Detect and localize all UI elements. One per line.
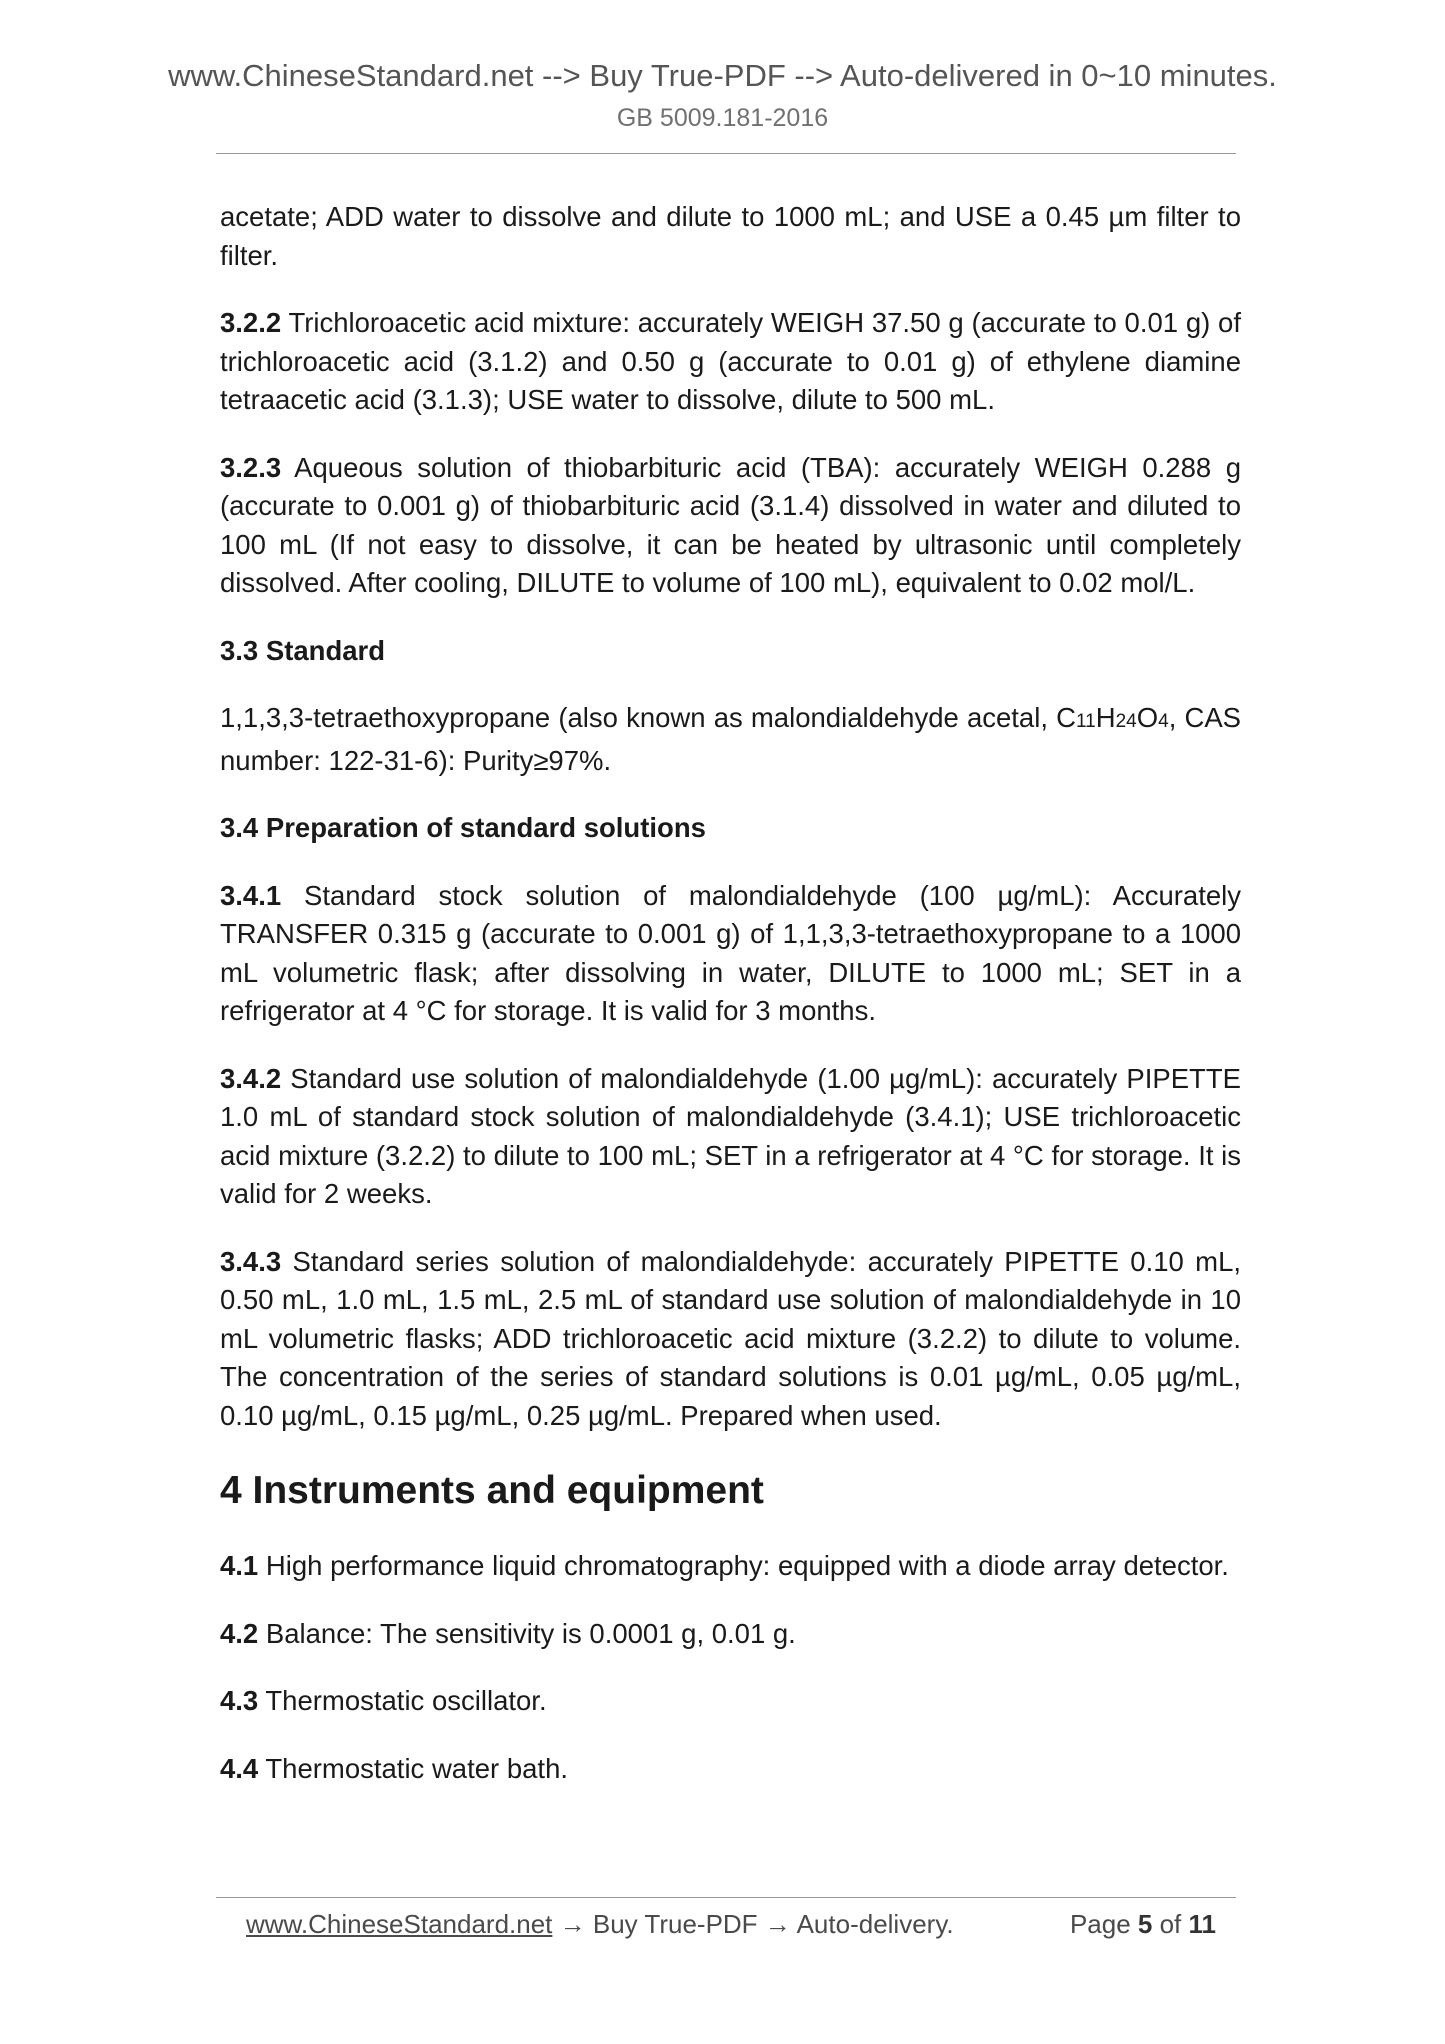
section-text: High performance liquid chromatography: equipped with a diode array detector. bbox=[258, 1550, 1229, 1581]
section-text: Standard use solution of malondialdehyde (1.00 µg/mL): accurately PIPETTE 1.0 mL of standard stock solution of malondialdehyde (3.4.1); USE trichloroacetic acid mixture (3.2.2) to dilute to 100 mL; SET in a refrigerator at 4 °C for storage. It is valid for 2 weeks. bbox=[220, 1062, 1241, 1209]
section-text: Trichloroacetic acid mixture: accurately WEIGH 37.50 g (accurate to 0.01 g) of trichloroacetic acid (3.1.2) and 0.50 g (accurate to 0.01 g) of ethylene diamine tetraacetic acid (3.1.3); USE water to dissolve, dilute to 500 mL. bbox=[220, 307, 1241, 415]
heading-3-3: 3.3 Standard bbox=[220, 634, 386, 666]
heading-4: 4 Instruments and equipment bbox=[220, 1469, 764, 1512]
header-banner: www.ChineseStandard.net --> Buy True-PDF --> Auto-delivered in 0~10 minutes. bbox=[168, 58, 1277, 93]
section-number: 4.3 bbox=[220, 1685, 259, 1716]
section-number: 4.2 bbox=[220, 1617, 259, 1649]
page-label: Page bbox=[1069, 1909, 1138, 1939]
of-label: of bbox=[1152, 1909, 1189, 1939]
standard-code: GB 5009.181-2016 bbox=[616, 104, 829, 132]
section-number: 4.4 bbox=[220, 1752, 259, 1784]
section-number: 3.2.3 bbox=[220, 451, 282, 483]
header-divider bbox=[216, 153, 1236, 154]
page-number: 5 bbox=[1137, 1909, 1153, 1939]
arrow-icon: → bbox=[757, 1909, 797, 1939]
section-number: 3.4.1 bbox=[220, 879, 282, 911]
page-footer bbox=[246, 1909, 1216, 1945]
section-4-3 bbox=[220, 1682, 1241, 1721]
section-4-4 bbox=[220, 1750, 1241, 1789]
footer-site-link[interactable]: www.ChineseStandard.net bbox=[246, 1909, 553, 1939]
heading-3-4: 3.4 Preparation of standard solutions bbox=[220, 812, 706, 843]
section-text: Thermostatic water bath. bbox=[258, 1752, 568, 1784]
section-number: 3.4.3 bbox=[220, 1245, 282, 1277]
formula-prefix: 1,1,3,3-tetraethoxypropane (also known as malondialdehyde acetal, C bbox=[220, 702, 1076, 733]
section-4-1 bbox=[220, 1547, 1241, 1586]
paragraph-continuation: acetate; ADD water to dissolve and dilute to 1000 mL; and USE a 0.45 µm filter to filter. bbox=[220, 201, 1241, 271]
section-3-2-3 bbox=[220, 449, 1241, 603]
section-3-4-1 bbox=[220, 877, 1241, 1031]
section-number: 3.2.2 bbox=[220, 307, 282, 338]
subscript: 24 bbox=[1115, 711, 1137, 732]
section-number: 3.4.2 bbox=[220, 1062, 282, 1094]
formula-element: O bbox=[1136, 702, 1159, 733]
page-total: 11 bbox=[1188, 1909, 1216, 1939]
formula-suffix: , CAS number: 122-31-6): Purity≥97%. bbox=[220, 702, 1242, 776]
footer-buy-link: Buy True-PDF bbox=[592, 1909, 758, 1939]
section-text: Aqueous solution of thiobarbituric acid (TBA): accurately WEIGH 0.288 g (accurate to 0.001 g) of thiobarbituric acid (3.1.4) dissolved in water and diluted to 100 mL (If not easy to dissolve, it can be heated by ultrasonic until completely dissolved. After cooling, DILUTE to volume of 100 mL), equivalent to 0.02 mol/L. bbox=[220, 451, 1241, 598]
section-3-4-3 bbox=[220, 1243, 1241, 1436]
section-3-4-2 bbox=[220, 1060, 1241, 1214]
section-3-2-2 bbox=[220, 304, 1241, 420]
section-text: Thermostatic oscillator. bbox=[258, 1685, 547, 1716]
footer-links bbox=[246, 1909, 954, 1940]
section-number: 4.1 bbox=[220, 1550, 259, 1581]
section-text: Standard series solution of malondialdehyde: accurately PIPETTE 0.10 mL, 0.50 mL, 1.0 mL, 1.5 mL, 2.5 mL of standard use solution of malondialdehyde in 10 mL volumetric flasks; ADD trichloroacetic acid mixture (3.2.2) to dilute to volume. The concentration of the series of standard solutions is 0.01 µg/mL, 0.05 µg/mL, 0.10 µg/mL, 0.15 µg/mL, 0.25 µg/mL. Prepared when used. bbox=[220, 1245, 1241, 1431]
section-text: Balance: The sensitivity is 0.0001 g, 0.01 g. bbox=[258, 1617, 796, 1649]
page-indicator bbox=[1070, 1909, 1216, 1940]
section-text: Standard stock solution of malondialdehyde (100 µg/mL): Accurately TRANSFER 0.315 g (accurate to 0.001 g) of 1,1,3,3-tetraethoxypropane to a 1000 mL volumetric flask; after dissolving in water, DILUTE to 1000 mL; SET in a refrigerator at 4 °C for storage. It is valid for 3 months. bbox=[220, 879, 1241, 1026]
subscript: 4 bbox=[1158, 711, 1169, 732]
document-body bbox=[220, 198, 1241, 1788]
subscript: 11 bbox=[1075, 711, 1096, 732]
section-3-3-text bbox=[220, 699, 1241, 780]
footer-divider bbox=[216, 1897, 1236, 1898]
footer-delivery-text: Auto-delivery. bbox=[796, 1909, 954, 1939]
section-4-2 bbox=[220, 1615, 1241, 1654]
formula-element: H bbox=[1095, 702, 1116, 733]
arrow-icon: → bbox=[552, 1909, 593, 1939]
